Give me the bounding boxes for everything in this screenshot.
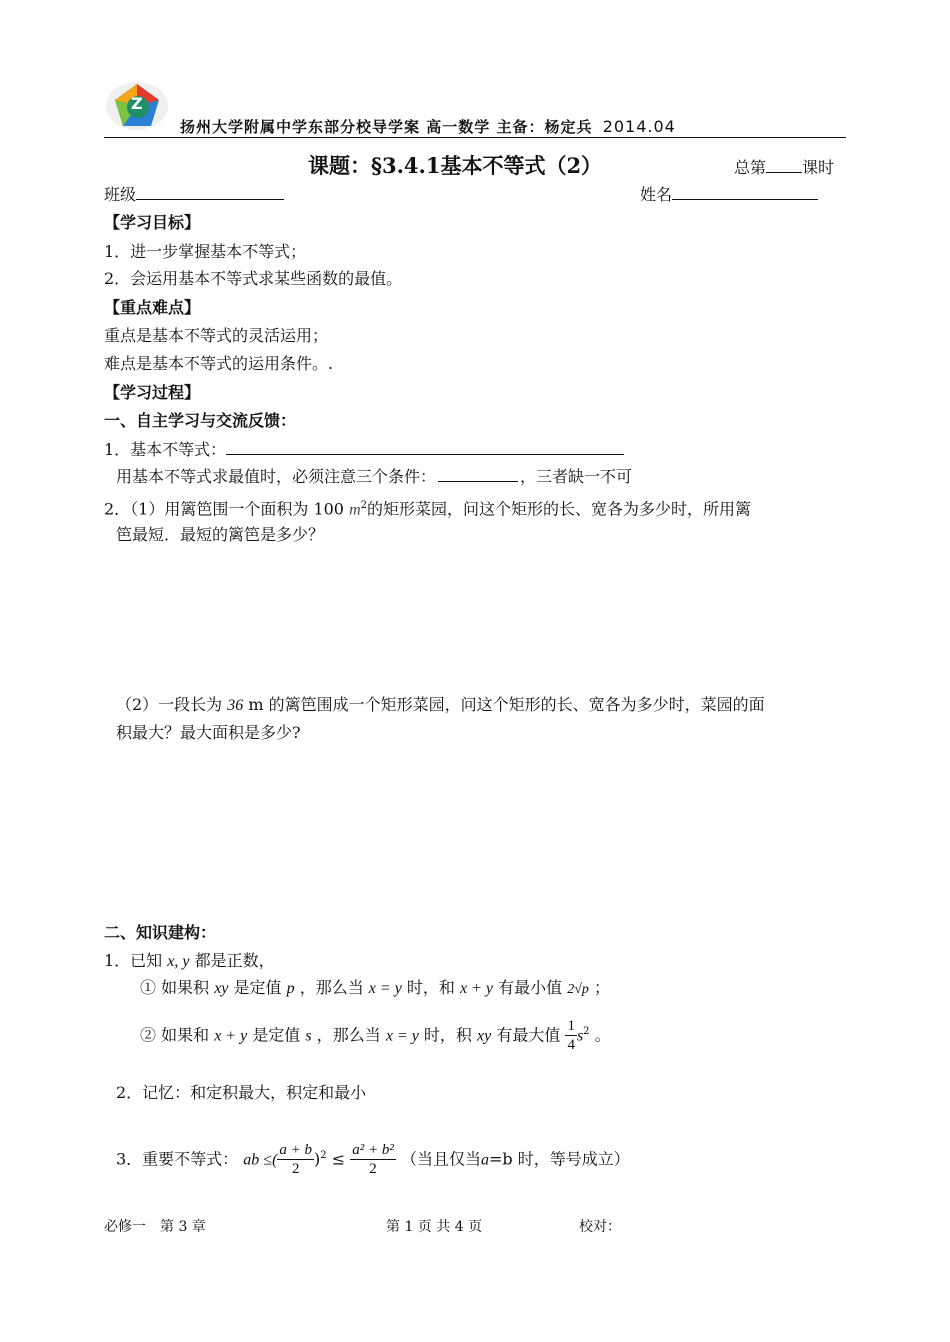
- k11-eq: x = y: [368, 980, 402, 997]
- k11-c: ，那么当: [299, 978, 364, 997]
- k3-close: ): [314, 1149, 321, 1169]
- k11-xy: xy: [214, 980, 229, 997]
- footer-page: 第 1 页 共 4 页: [386, 1219, 483, 1235]
- k12-s2: s: [576, 1027, 584, 1045]
- item-1: [104, 439, 624, 461]
- q2-number: 36: [227, 697, 244, 714]
- header-date: 2014.04: [602, 117, 676, 136]
- k11-b: 是定值: [233, 978, 282, 997]
- k12-fraction-num: 1: [567, 1018, 575, 1035]
- q1-unit-sup: 2: [360, 500, 368, 511]
- k3-f2-num: a² + b²: [352, 1142, 394, 1159]
- footer-check: 校对：: [579, 1219, 621, 1235]
- knowledge-2: 2．记忆：和定积最大，积定和最小: [116, 1083, 367, 1102]
- item-1-note-a: 用基本不等式求最值时，必须注意三个条件：: [116, 467, 437, 486]
- goals-heading: 【学习目标】: [104, 213, 201, 232]
- header-school-line: [180, 116, 676, 137]
- k3-f1-den: 2: [291, 1161, 300, 1178]
- k3-note-a: （当且仅当: [400, 1149, 481, 1169]
- k3-fraction-2: [350, 1141, 396, 1178]
- question-2-line-2: 积最大？最大面积是多少?: [116, 723, 301, 742]
- goal-1: 1．进一步掌握基本不等式；: [104, 242, 307, 261]
- part1-heading: 一、自主学习与交流反馈：: [104, 411, 297, 430]
- k11-p: p: [286, 980, 295, 997]
- k3-sup: 2: [320, 1150, 327, 1161]
- class-label: 班级: [104, 185, 137, 204]
- q1-unit: m: [349, 501, 361, 519]
- lesson-prefix: 总第: [734, 158, 767, 177]
- k11-e: 有最小值: [498, 978, 563, 997]
- k3-fraction-1: [277, 1141, 314, 1178]
- k11-f: ；: [593, 978, 610, 997]
- k3-f2-den: 2: [369, 1161, 377, 1178]
- k3-ab: ab ≤(: [243, 1151, 278, 1169]
- knowledge-3: [116, 1134, 630, 1182]
- q1-text-a: 2．（1）用篱笆围一个面积为 100: [104, 499, 344, 519]
- k12-s: s: [305, 1027, 312, 1045]
- lesson-suffix: 课时: [802, 158, 835, 177]
- header-rule: [104, 137, 846, 138]
- k12-a: ② 如果和: [140, 1025, 210, 1045]
- logo-letter: Z: [131, 94, 143, 113]
- k3-note-b: =b 时，等号成立）: [488, 1149, 630, 1169]
- question-1-line-2: 笆最短．最短的篱笆是多少？: [116, 525, 325, 544]
- knowledge-1-1: [140, 977, 610, 1001]
- knowledge-1-2: [140, 1010, 611, 1058]
- k12-xy: xy: [477, 1027, 492, 1045]
- k3-note-var: a: [480, 1151, 489, 1169]
- k12-b: 是定值: [252, 1025, 301, 1045]
- k11-a: ① 如果积: [140, 978, 210, 997]
- k12-sum: x + y: [214, 1027, 248, 1045]
- k1-vars: x, y: [167, 953, 190, 970]
- k12-eq: x = y: [385, 1027, 419, 1045]
- k11-d: 时，和: [406, 978, 455, 997]
- k12-fraction: [565, 1017, 577, 1054]
- k1-text: 1．已知: [104, 951, 163, 970]
- key-point-1: 重点是基本不等式的灵活运用；: [104, 326, 329, 345]
- question-1-line-1: [104, 495, 751, 521]
- part2-heading: 二、知识建构：: [104, 923, 217, 942]
- k11-min-value: 2√p: [567, 982, 589, 997]
- q2-text-b: m 的篱笆围成一个矩形菜园，问这个矩形的长、宽各为多少时，菜园的面: [248, 695, 765, 714]
- k12-d: 时，积: [423, 1025, 472, 1045]
- k12-e: 有最大值: [496, 1025, 561, 1045]
- k12-f: 。: [594, 1025, 611, 1045]
- question-2-line-1: [116, 694, 765, 717]
- school-line: 扬州大学附属中学东部分校导学案 高一数学 主备：杨定兵: [180, 118, 593, 136]
- item-1-note: [116, 466, 632, 488]
- goal-2: 2．会运用基本不等式求某些函数的最值。: [104, 269, 403, 288]
- key-heading: 【重点难点】: [104, 298, 201, 317]
- page-title: 课题：§3.4.1基本不等式（2）: [308, 153, 603, 178]
- k12-fraction-den: 4: [567, 1037, 575, 1054]
- class-field: [104, 184, 284, 206]
- k12-c: ，那么当: [316, 1025, 381, 1045]
- key-point-2: 难点是基本不等式的运用条件。.: [104, 354, 334, 373]
- k12-sup: 2: [583, 1026, 590, 1037]
- q2-text-a: （2）一段长为: [116, 695, 223, 714]
- school-logo: [104, 80, 170, 132]
- k1-text-b: 都是正数，: [194, 951, 275, 970]
- item-1-note-b: ，三者缺一不可: [520, 467, 633, 486]
- lesson-counter: [734, 157, 834, 179]
- k3-label: 3．重要不等式：: [116, 1149, 239, 1169]
- process-heading: 【学习过程】: [104, 383, 201, 402]
- k3-f1-num: a + b: [279, 1142, 313, 1159]
- name-label: 姓名: [640, 185, 673, 204]
- k11-sum: x + y: [460, 980, 493, 997]
- item-1-label: 1．基本不等式：: [104, 440, 227, 459]
- k3-le: ≤: [331, 1149, 346, 1169]
- knowledge-1: [104, 950, 275, 973]
- q1-text-b: 的矩形菜园，问这个矩形的长、宽各为多少时，所用篱: [367, 499, 752, 519]
- name-field: [640, 184, 818, 206]
- footer-left: 必修一 第 3 章: [104, 1219, 206, 1235]
